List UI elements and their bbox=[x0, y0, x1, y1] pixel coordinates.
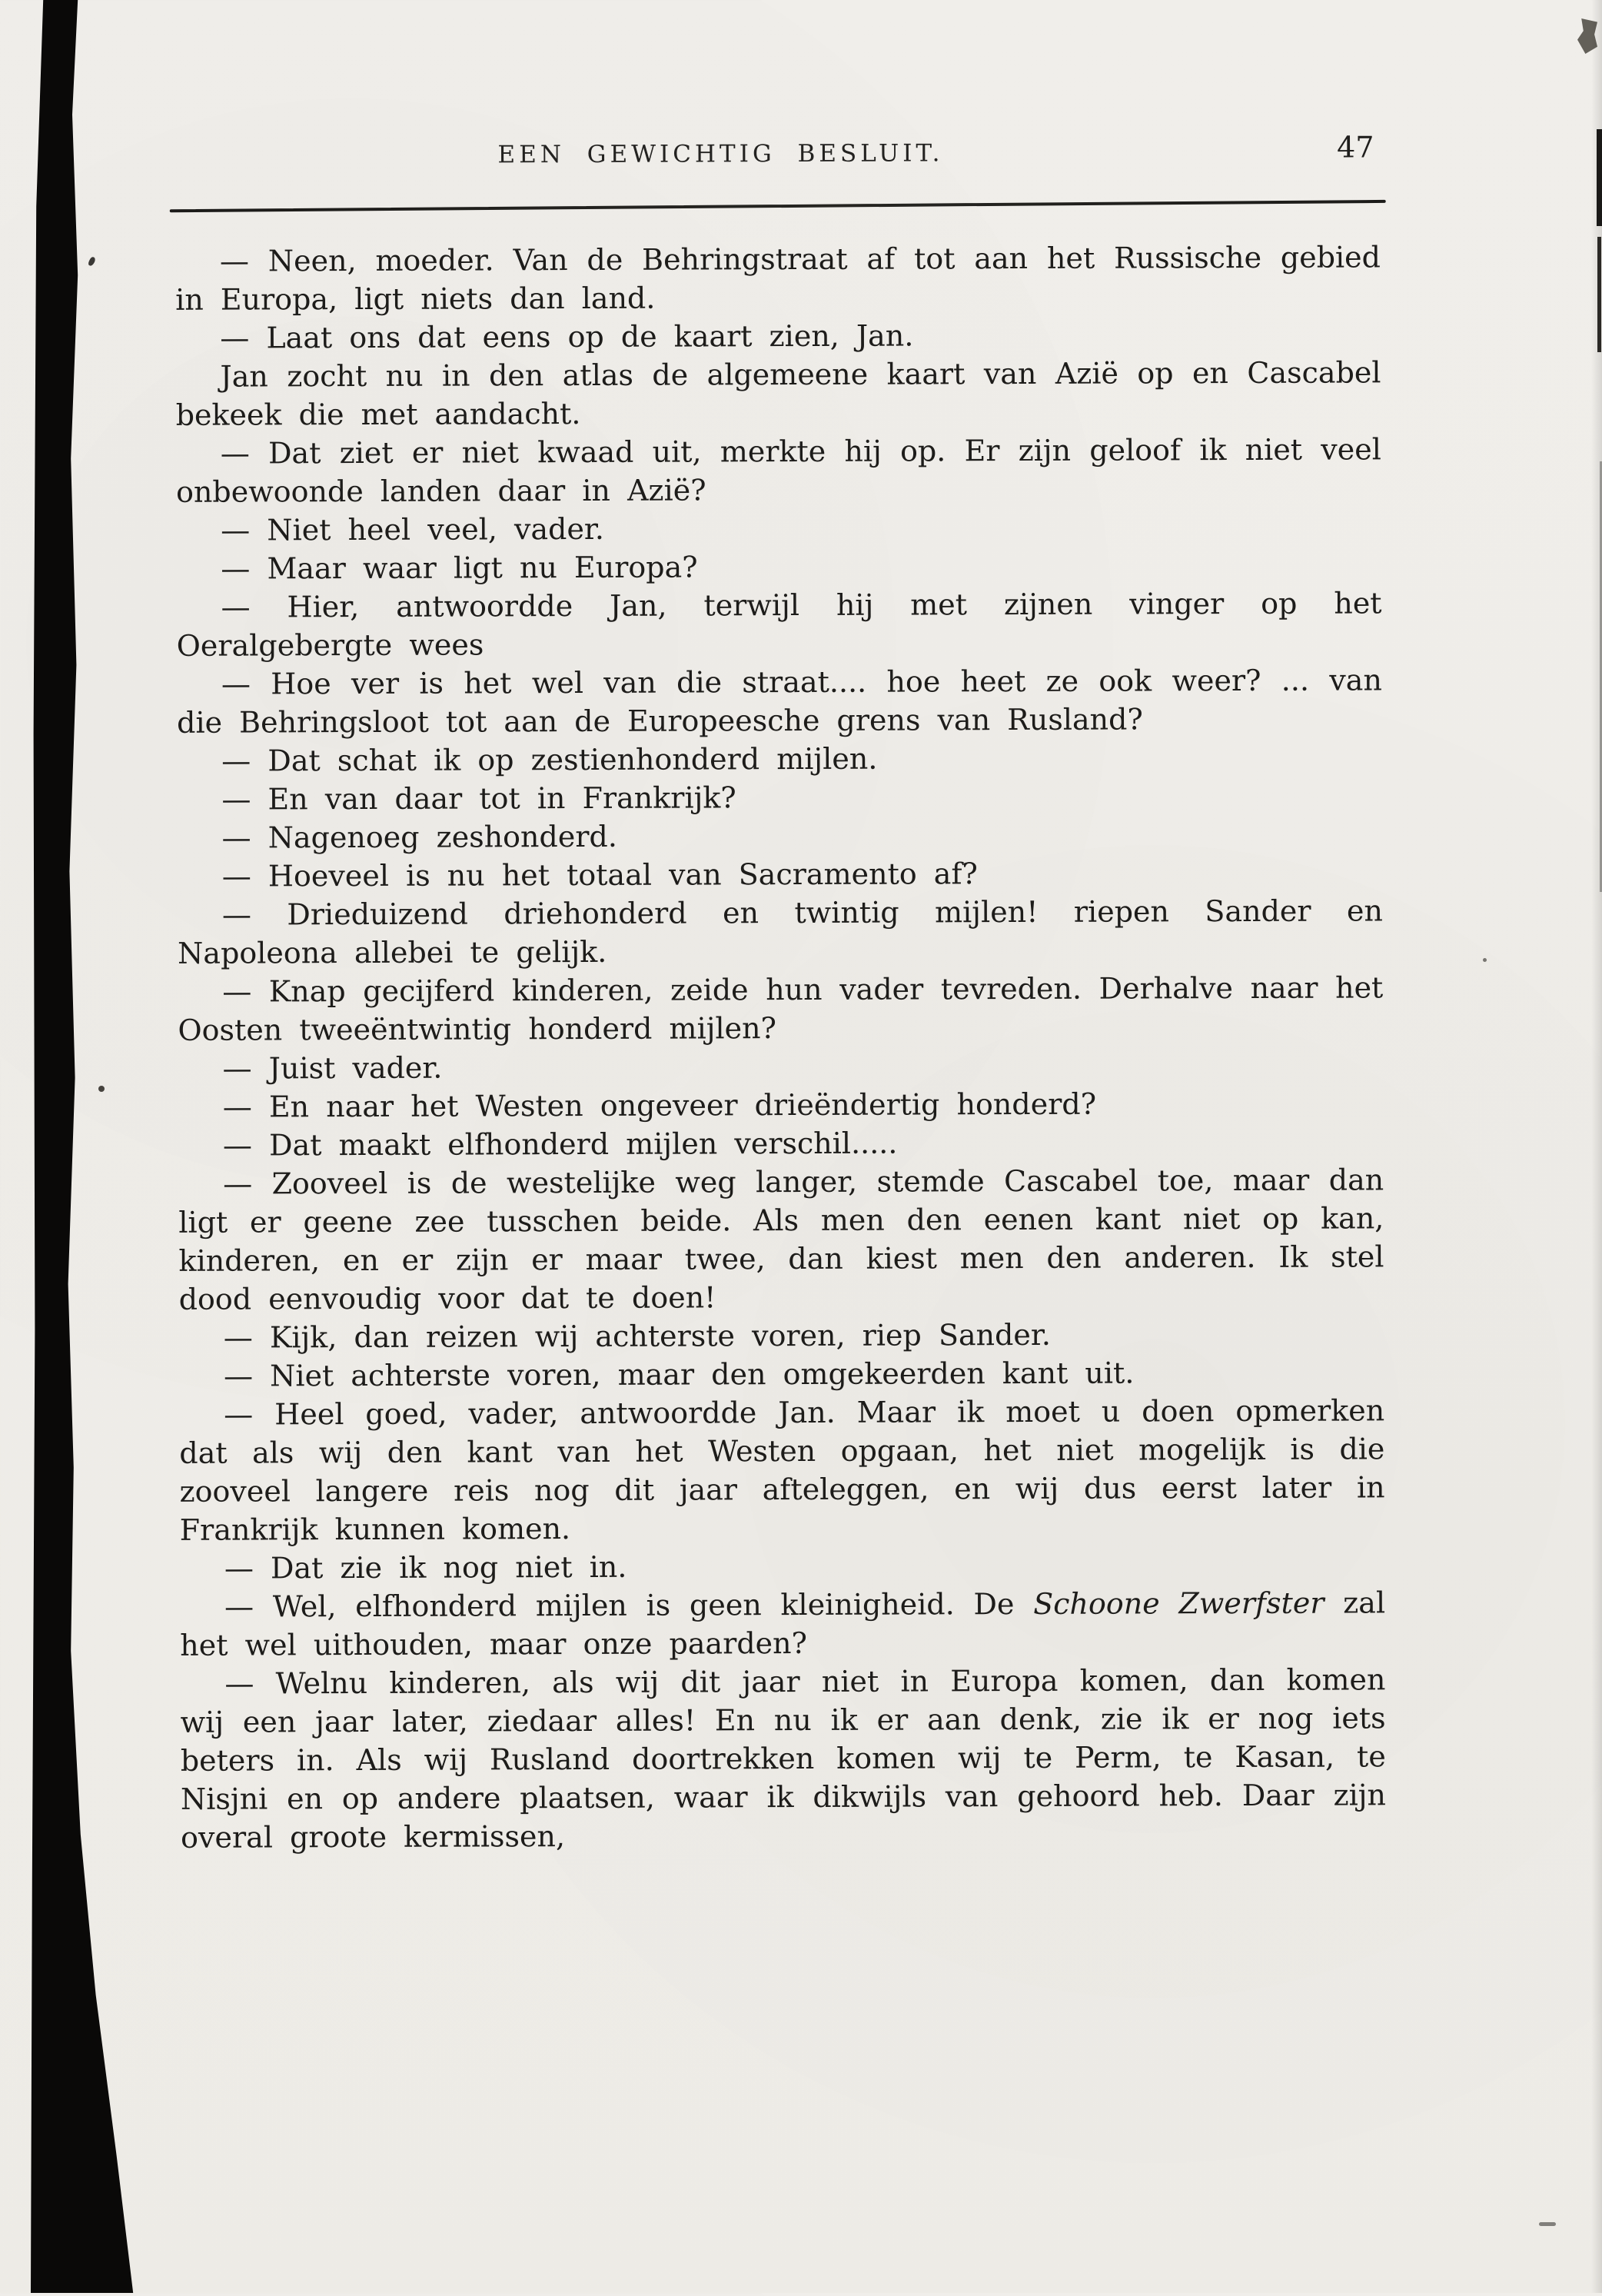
paragraph: — Zooveel is de westelijke weg langer, stemde Cascabel toe, maar dan ligt er geene zee tusschen beide. Als men den eenen kant niet op kan, kinderen, en er zijn er maar twee, dan kiest men den anderen. Ik stel dood eenvoudig voor dat te doen! bbox=[178, 1163, 1384, 1316]
paragraph: — Laat ons dat eens op de kaart zien, Jan. bbox=[220, 318, 914, 355]
paragraph-text: zal het wel uithouden, maar onze paarden? bbox=[180, 1586, 1386, 1662]
paragraph: — Neen, moeder. Van de Behringstraat af tot aan het Russische gebied in Europa, ligt niets dan land. bbox=[175, 240, 1381, 317]
scan-speck bbox=[1539, 2222, 1556, 2226]
paragraph: — Maar waar ligt nu Europa? bbox=[221, 550, 698, 586]
paragraph: — Hier, antwoordde Jan, terwijl hij met zijnen vinger op het Oeralgebergte wees bbox=[176, 586, 1382, 663]
paragraph: — Juist vader. bbox=[222, 1050, 443, 1086]
text-block bbox=[175, 238, 1386, 1856]
page-number: 47 bbox=[1337, 130, 1374, 165]
paragraph: — Nagenoeg zeshonderd. bbox=[221, 819, 617, 855]
scan-speck bbox=[1483, 958, 1487, 962]
scan-edge-shade bbox=[1591, 0, 1602, 2293]
paragraph: — Knap gecijferd kinderen, zeide hun vader tevreden. Derhalve naar het Oosten tweeëntwintig honderd mijlen? bbox=[178, 970, 1384, 1047]
paragraph: — Heel goed, vader, antwoordde Jan. Maar ik moet u doen opmerken dat als wij den kant van het Westen opgaan, het niet mogelijk is die zooveel langere reis nog dit jaar afteleggen, en wij dus eerst later in Frankrijk kunnen komen. bbox=[179, 1393, 1385, 1547]
paragraph: — Kijk, dan reizen wij achterste voren, riep Sander. bbox=[223, 1317, 1052, 1355]
book-title-italic: Schoone Zwerfster bbox=[1033, 1586, 1324, 1621]
paragraph bbox=[180, 1583, 1385, 1664]
paragraph: — Hoe ver is het wel van die straat.... hoe heet ze ook weer? ... van die Behringsloot tot aan de Europeesche grens van Rusland? bbox=[176, 663, 1382, 740]
paragraph: — Hoeveel is nu het totaal van Sacramento af? bbox=[221, 857, 978, 893]
paragraph: — Dat zie ik nog niet in. bbox=[224, 1549, 627, 1586]
paragraph: — Dat ziet er niet kwaad uit, merkte hij op. Er zijn geloof ik niet veel onbewoonde landen daar in Azië? bbox=[175, 432, 1381, 509]
scan-speck bbox=[98, 1086, 105, 1092]
paragraph-text: — Wel, elfhonderd mijlen is geen kleinigheid. De bbox=[224, 1586, 1034, 1624]
paragraph: — Welnu kinderen, als wij dit jaar niet in Europa komen, dan komen wij een jaar later, ziedaar alles! En nu ik er aan denk, zie ik er nog iets beters in. Als wij Rusland doortrekken komen wij te Perm, te Kasan, te Nisjni en op andere plaatsen, waar ik dikwijls van gehoord heb. Daar zijn overal groote kermissen, bbox=[180, 1662, 1387, 1855]
paragraph: — Drieduizend driehonderd en twintig mijlen! riepen Sander en Napoleona allebei te gelijk. bbox=[178, 893, 1384, 970]
paragraph: — Dat maakt elfhonderd mijlen verschil..... bbox=[222, 1126, 898, 1163]
paragraph: — Niet heel veel, vader. bbox=[221, 511, 605, 547]
running-title: EEN GEWICHTIG BESLUIT. bbox=[497, 139, 944, 169]
header-rule bbox=[170, 200, 1386, 212]
paragraph: Jan zocht nu in den atlas de algemeene kaart van Azië op en Cascabel bekeek die met aandacht. bbox=[175, 355, 1381, 432]
paragraph: — En naar het Westen ongeveer drieëndertig honderd? bbox=[222, 1086, 1097, 1124]
paragraph: — En van daar tot in Frankrijk? bbox=[221, 780, 736, 817]
paragraph: — Dat schat ik op zestienhonderd mijlen. bbox=[221, 741, 878, 778]
paragraph: — Niet achterste voren, maar den omgekeerden kant uit. bbox=[223, 1356, 1135, 1393]
